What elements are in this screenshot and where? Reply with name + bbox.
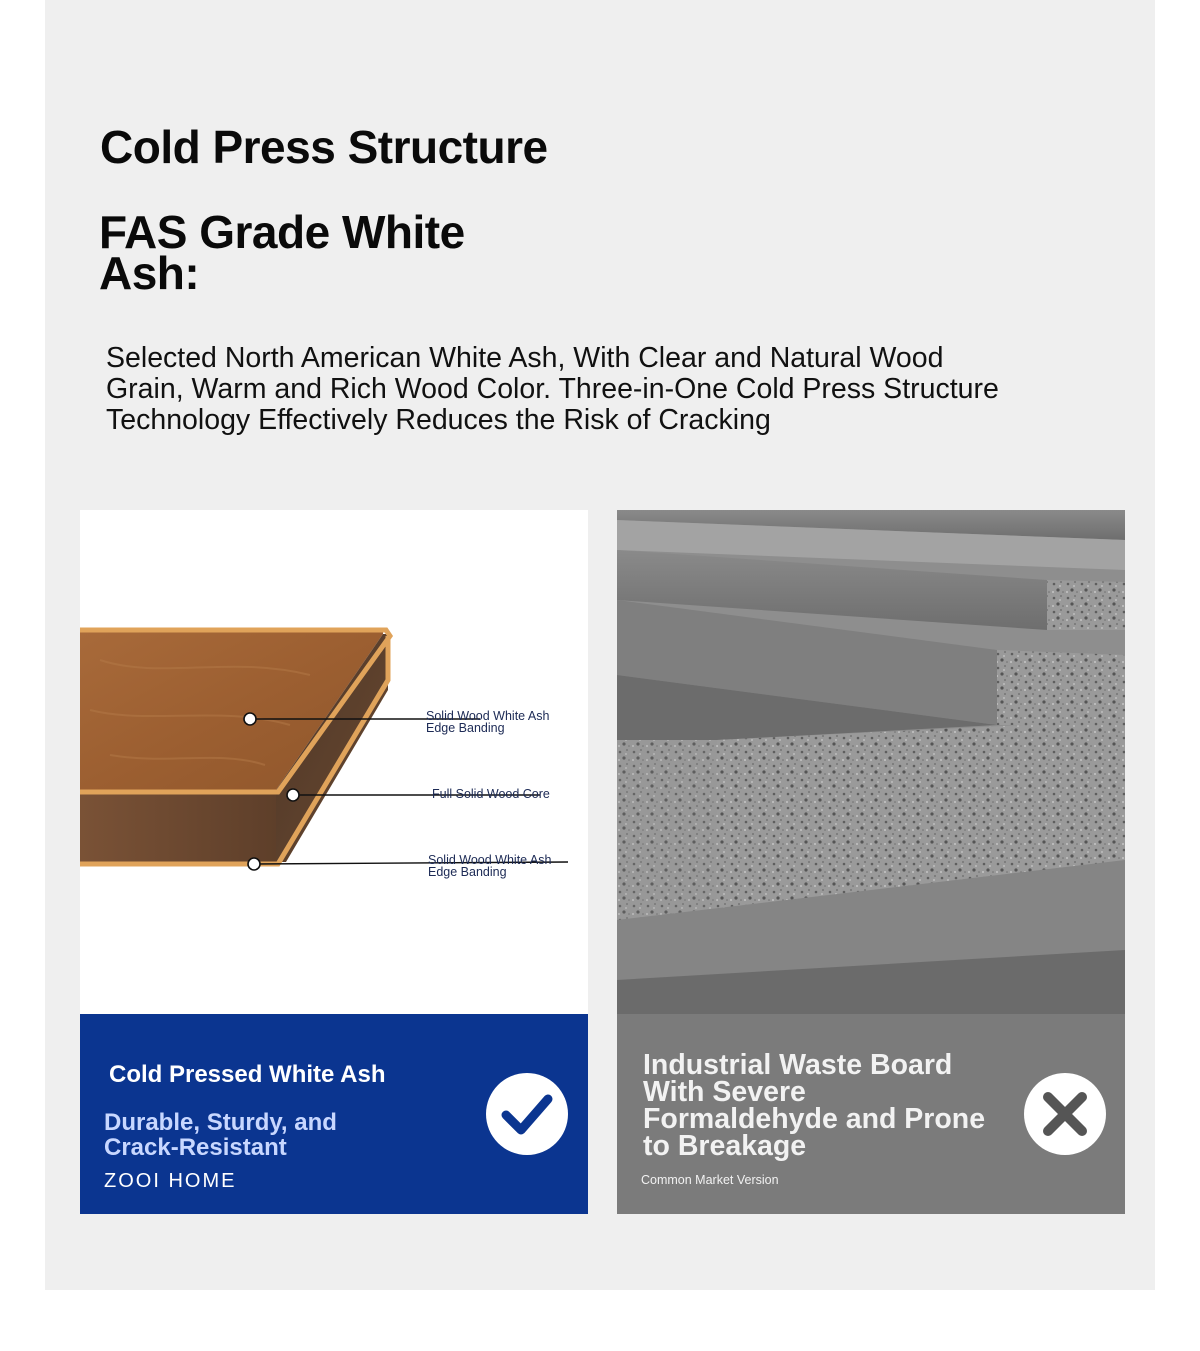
label-solid-wood-core: Full Solid Wood Core — [432, 787, 550, 801]
page-title: Cold Press Structure — [100, 121, 548, 173]
waste-board-footer — [617, 1014, 1125, 1214]
page-description: Selected North American White Ash, With Clear and Natural Wood Grain, Warm and Rich Wood Color. Three-in-One Cold Press Structure Technology Effectively Reduces the Risk of Cracking — [106, 342, 999, 436]
waste-board-caption: Common Market Version — [641, 1173, 779, 1187]
cold-pressed-title: Cold Pressed White Ash — [109, 1061, 386, 1088]
marker-top — [244, 713, 256, 725]
particle-board-illustration — [617, 510, 1125, 1014]
label-edge-banding-top: Solid Wood White Ash Edge Banding — [426, 709, 550, 735]
board-front-face — [80, 790, 276, 862]
cold-pressed-footer — [80, 1014, 588, 1214]
particle-board-photo — [617, 510, 1125, 1014]
cold-pressed-subtitle: Durable, Sturdy, and Crack-Resistant — [104, 1109, 337, 1161]
marker-middle — [287, 789, 299, 801]
waste-board-card — [617, 510, 1125, 1214]
cold-pressed-card — [80, 510, 588, 1214]
board-cross-section-illustration — [80, 510, 588, 1014]
wood-board-diagram — [80, 510, 588, 1014]
waste-board-title: Industrial Waste Board With Severe Formaldehyde and Prone to Breakage — [643, 1049, 986, 1162]
check-icon — [486, 1073, 568, 1155]
label-edge-banding-bottom: Solid Wood White Ash Edge Banding — [428, 853, 552, 879]
page-subtitle: FAS Grade White Ash: — [99, 206, 465, 299]
cross-badge — [1024, 1073, 1106, 1155]
brand-name: ZOOI HOME — [104, 1170, 237, 1192]
marker-bottom — [248, 858, 260, 870]
check-badge — [486, 1073, 568, 1155]
x-icon — [1024, 1073, 1106, 1155]
